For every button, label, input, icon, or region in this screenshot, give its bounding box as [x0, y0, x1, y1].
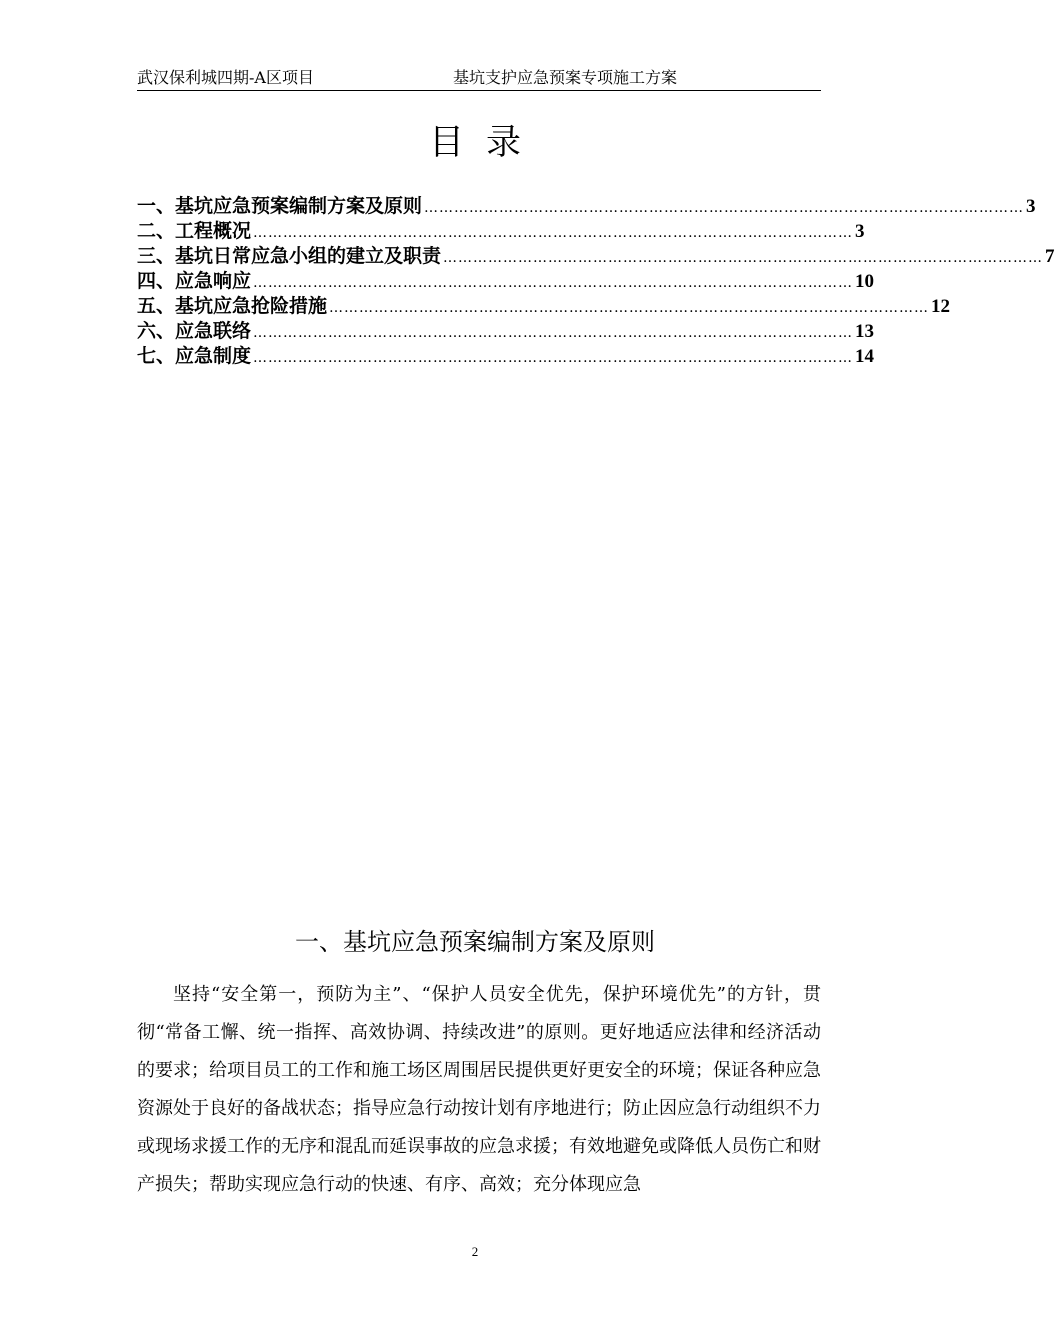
toc-entry-page: 12	[931, 296, 951, 317]
toc-leader-dots: …………………………………………………………………………………………………………	[253, 275, 854, 291]
toc-entry-label: 六、应急联络	[137, 320, 252, 342]
toc-leader-dots: …………………………………………………………………………………………………………	[253, 325, 854, 341]
toc-leader-dots: …………………………………………………………………………………………………………	[424, 200, 1025, 216]
toc-entry[interactable]	[137, 244, 1055, 269]
toc-entry[interactable]	[137, 269, 875, 294]
toc-entry-label: 四、应急响应	[137, 270, 252, 292]
section-heading: 一、基坑应急预案编制方案及原则	[295, 928, 655, 956]
toc-leader-dots: …………………………………………………………………………………………………………	[443, 250, 1044, 266]
section-paragraph: 坚持“安全第一，预防为主”、“保护人员安全优先，保护环境优先”的方针，贯彻“常备工懈、统一指挥、高效协调、持续改进”的原则。更好地适应法律和经济活动的要求；给项目员工的工作和施工场区周围居民提供更好更安全的环境；保证各种应急资源处于良好的备战状态；指导应急行动按计划有序地进行；防止因应急行动组织不力或现场求援工作的无序和混乱而延误事故的应急求援；有效地避免或降低人员伤亡和财产损失；帮助实现应急行动的快速、有序、高效；充分体现应急	[137, 984, 821, 1195]
toc-leader-dots: …………………………………………………………………………………………………………	[329, 300, 930, 316]
toc-entry[interactable]	[137, 219, 865, 244]
toc-leader-dots: …………………………………………………………………………………………………………	[253, 350, 854, 366]
page-number: 2	[471, 1244, 479, 1259]
toc-entry[interactable]	[137, 319, 875, 344]
toc-entry-label: 五、基坑应急抢险措施	[137, 295, 328, 317]
toc-entry-page: 3	[855, 221, 865, 242]
toc-entry-page: 3	[1026, 196, 1036, 217]
toc-title: 目录	[428, 123, 543, 163]
toc-entry-page: 10	[855, 271, 875, 292]
toc-entry-page: 7	[1045, 246, 1055, 267]
toc-entry-label: 三、基坑日常应急小组的建立及职责	[137, 245, 442, 267]
toc-entry[interactable]	[137, 344, 875, 369]
toc-entry[interactable]	[137, 194, 1036, 219]
toc-entry-label: 二、工程概况	[137, 220, 252, 242]
toc-entry-page: 14	[855, 346, 875, 367]
page-header	[137, 66, 821, 91]
header-project-name: 武汉保利城四期-A区项目	[137, 68, 314, 87]
toc-entry-label: 一、基坑应急预案编制方案及原则	[137, 195, 423, 217]
toc-entry-page: 13	[855, 321, 875, 342]
header-document-title: 基坑支护应急预案专项施工方案	[453, 68, 678, 87]
toc-leader-dots: …………………………………………………………………………………………………………	[253, 225, 854, 241]
table-of-contents	[137, 194, 1055, 369]
toc-entry-label: 七、应急制度	[137, 345, 252, 367]
toc-entry[interactable]	[137, 294, 951, 319]
